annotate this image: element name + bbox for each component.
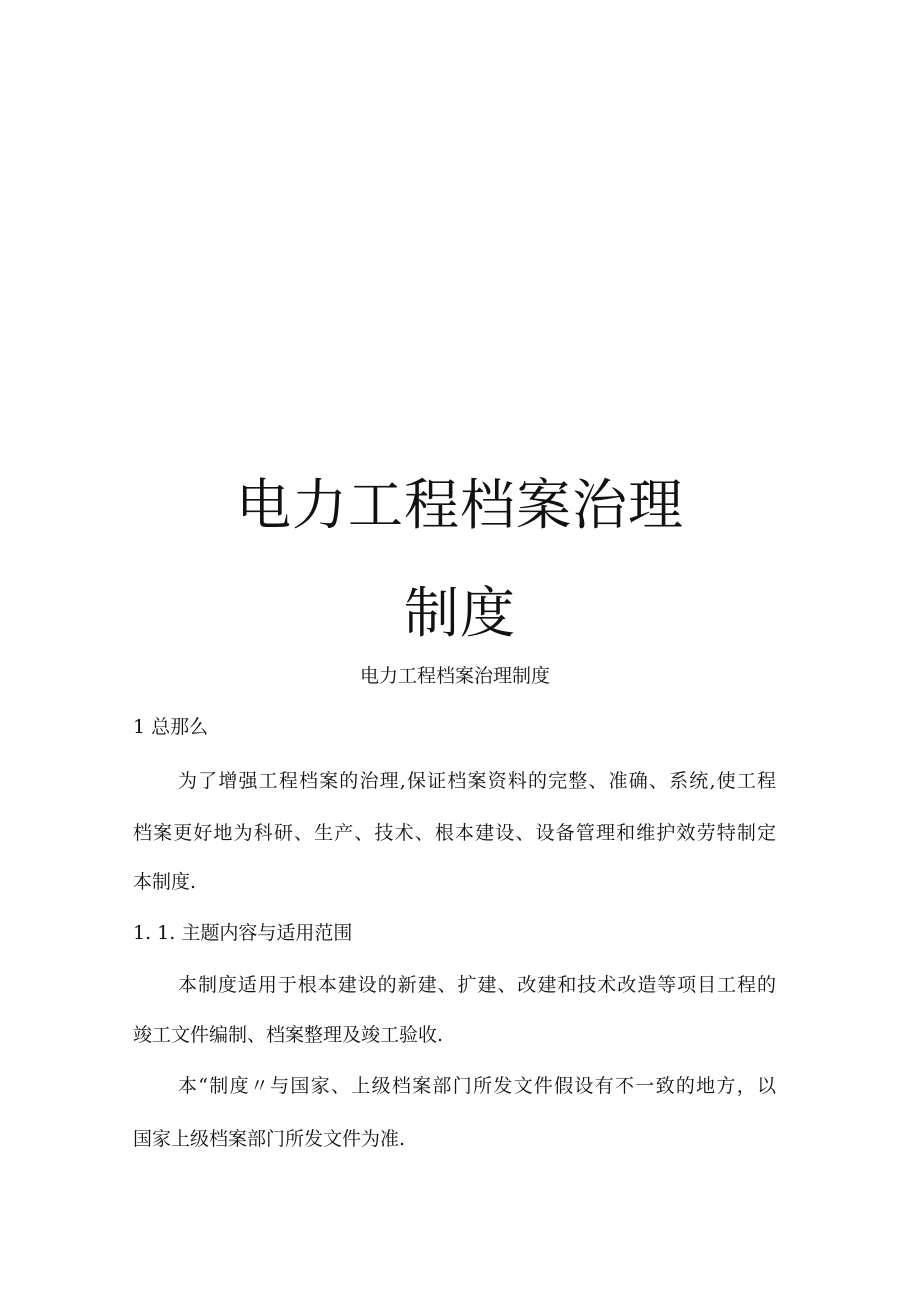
section-1-1-heading: 1. 1. 主题内容与适用范围 bbox=[133, 922, 353, 944]
section-1-paragraph-line-2: 档案更好地为科研、生产、技术、根本建设、设备管理和维护效劳特制定 bbox=[133, 822, 776, 844]
document-title-line-1: 电力工程档案治理 bbox=[235, 473, 684, 537]
section-1-1-paragraph-2-line-1: 本“制度〃与国家、上级档案部门所发文件假设有不一致的地方，以 bbox=[178, 1075, 776, 1097]
section-1-1-paragraph-2-line-2: 国家上级档案部门所发文件为准. bbox=[133, 1128, 406, 1150]
section-1-paragraph-line-1: 为了增强工程档案的治理,保证档案资料的完整、准确、系统,使工程 bbox=[178, 770, 776, 792]
section-1-1-paragraph-1-line-1: 本制度适用于根本建设的新建、扩建、改建和技术改造等项目工程的 bbox=[178, 974, 776, 996]
section-1-paragraph-line-3: 本制度. bbox=[133, 871, 197, 893]
section-1-heading: 1 总那么 bbox=[133, 716, 209, 738]
section-1-1-paragraph-1-line-2: 竣工文件编制、档案整理及竣工验收. bbox=[133, 1024, 444, 1046]
document-subtitle: 电力工程档案治理制度 bbox=[359, 665, 550, 687]
document-title-line-2: 制度 bbox=[403, 581, 516, 645]
